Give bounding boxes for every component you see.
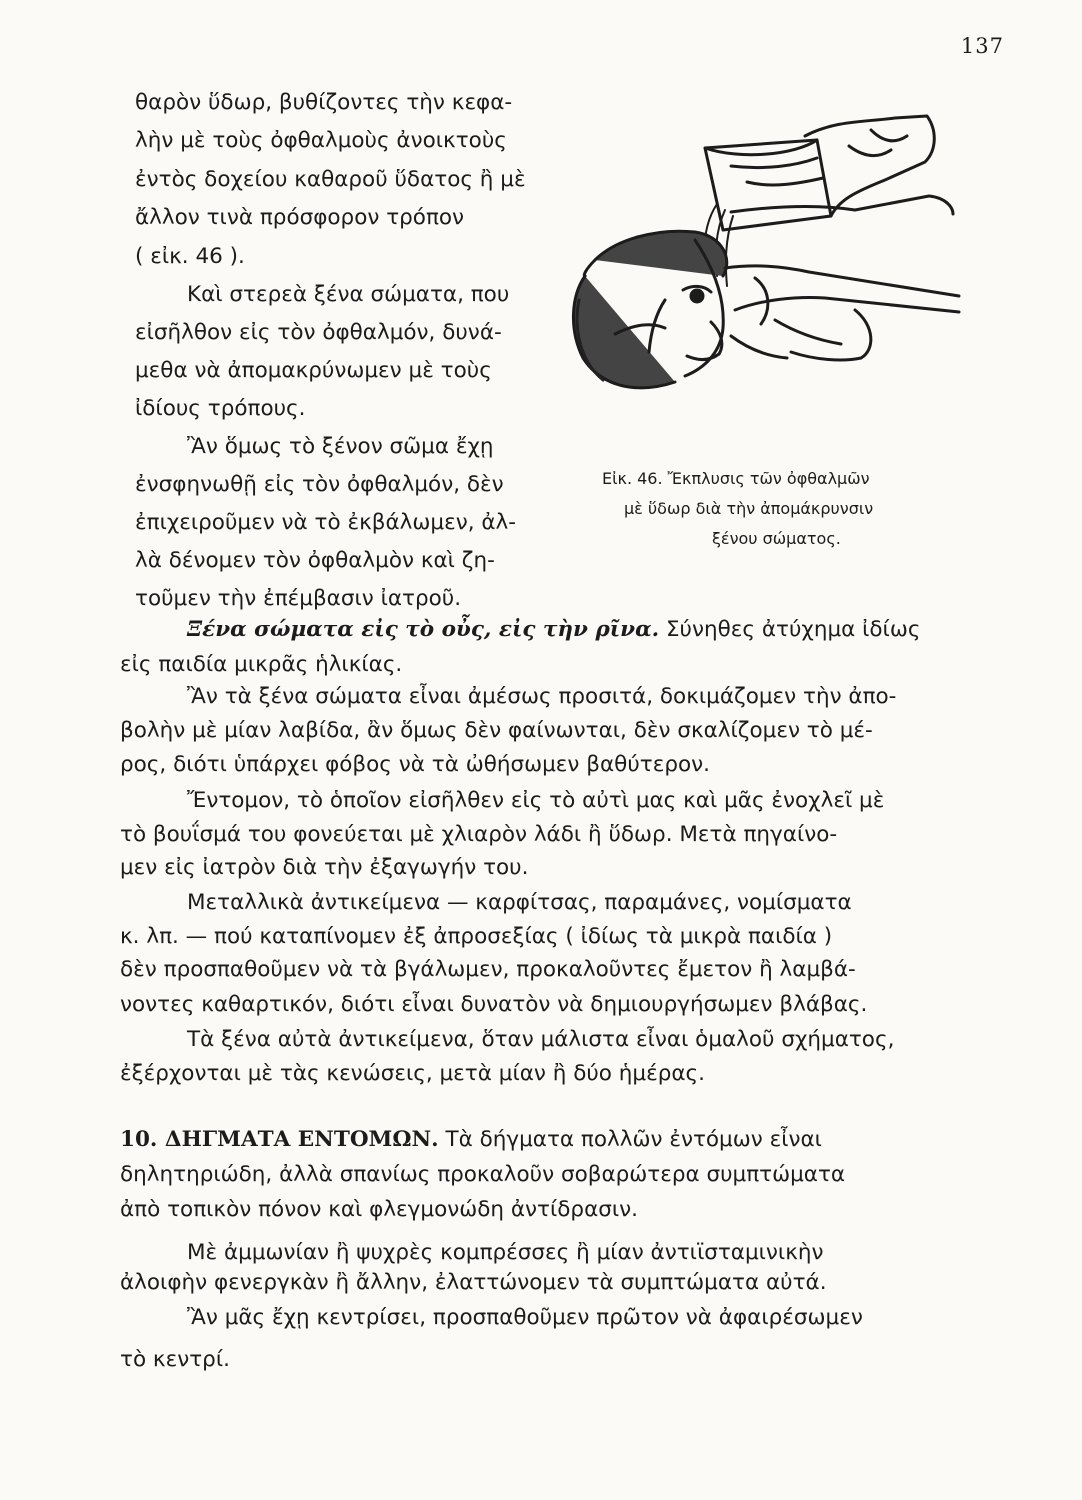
foreign-line: μεν εἰς ἰατρὸν διὰ τὴν ἐξαγωγήν του. <box>120 855 529 880</box>
eye-wash-illustration <box>555 100 975 460</box>
insects-section-heading: 10. ΔΗΓΜΑΤΑ ΕΝΤΟΜΩΝ. <box>120 1127 439 1152</box>
intro-line: ἰδίους τρόπους. <box>135 396 306 421</box>
intro-line: ἐπιχειροῦμεν νὰ τὸ ἐκβάλωμεν, ἀλ- <box>135 510 517 535</box>
foreign-line: Ἔντομον, τὸ ὁποῖον εἰσῆλθεν εἰς τὸ αὐτὶ μας καὶ μᾶς ἐνοχλεῖ μὲ <box>187 788 885 813</box>
figure-caption: μὲ ὕδωρ διὰ τὴν ἀπομάκρυνσιν <box>624 499 874 518</box>
intro-line: λὰ δένομεν τὸν ὀφθαλμὸν καὶ ζη- <box>135 548 495 573</box>
insects-section-heading-rest: Τὰ δήγματα πολλῶν ἐντόμων εἶναι <box>445 1127 822 1152</box>
intro-line: Καὶ στερεὰ ξένα σώματα, που <box>187 282 510 307</box>
page-number: 137 <box>960 34 1004 58</box>
intro-line: θαρὸν ὕδωρ, βυθίζοντες τὴν κεφα- <box>135 90 513 115</box>
foreign-line: ρος, διότι ὑπάρχει φόβος νὰ τὰ ὠθήσωμεν βαθύτερον. <box>120 752 710 777</box>
foreign-line: τὸ βουΐσμά του φονεύεται μὲ χλιαρὸν λάδι ἢ ὕδωρ. Μετὰ πηγαίνο- <box>120 822 838 847</box>
intro-line: Ἂν ὅμως τὸ ξένον σῶμα ἔχῃ <box>187 434 494 459</box>
foreign-line: εἰς παιδία μικρᾶς ἡλικίας. <box>120 652 403 677</box>
intro-line: ἐντὸς δοχείου καθαροῦ ὕδατος ἢ μὲ <box>135 167 526 192</box>
insects-line: τὸ κεντρί. <box>120 1347 230 1372</box>
insects-line: ἀπὸ τοπικὸν πόνον καὶ φλεγμονώδη ἀντίδρασιν. <box>120 1197 638 1222</box>
foreign-line: νοντες καθαρτικόν, διότι εἶναι δυνατὸν νὰ δημιουργήσωμεν βλάβας. <box>120 992 868 1017</box>
intro-line: μεθα νὰ ἀπομακρύνωμεν μὲ τοὺς <box>135 358 492 383</box>
foreign-line: κ. λπ. — πού καταπίνομεν ἐξ ἀπροσεξίας ( ἰδίως τὰ μικρὰ παιδία ) <box>120 924 833 949</box>
foreign-line: βολὴν μὲ μίαν λαβίδα, ἂν ὅμως δὲν φαίνωνται, δὲν σκαλίζομεν τὸ μέ- <box>120 718 873 743</box>
foreign-line: ἐξέρχονται μὲ τὰς κενώσεις, μετὰ μίαν ἢ δύο ἡμέρας. <box>120 1061 705 1086</box>
intro-line: ἄλλον τινὰ πρόσφορον τρόπον <box>135 205 465 230</box>
foreign-line: Ἂν τὰ ξένα σώματα εἶναι ἀμέσως προσιτά, δοκιμάζομεν τὴν ἀπο- <box>187 684 897 709</box>
intro-line: εἰσῆλθον εἰς τὸν ὀφθαλμόν, δυνά- <box>135 320 502 345</box>
figure-caption: Εἰκ. 46. Ἔκπλυσις τῶν ὀφθαλμῶν <box>602 469 870 488</box>
figure-caption: ξένου σώματος. <box>712 529 841 548</box>
intro-line: ( εἰκ. 46 ). <box>135 244 245 269</box>
insects-line: δηλητηριώδη, ἀλλὰ σπανίως προκαλοῦν σοβαρώτερα συμπτώματα <box>120 1162 846 1187</box>
insects-line: Ἂν μᾶς ἔχῃ κεντρίσει, προσπαθοῦμεν πρῶτον νὰ ἀφαιρέσωμεν <box>187 1305 863 1330</box>
foreign-line: Μεταλλικὰ ἀντικείμενα — καρφίτσας, παραμάνες, νομίσματα <box>187 890 852 915</box>
insects-line: ἀλοιφὴν φενεργκὰν ἢ ἄλλην, ἐλαττώνομεν τὰ συμπτώματα αὐτά. <box>120 1270 827 1295</box>
insects-line: Μὲ ἀμμωνίαν ἢ ψυχρὲς κομπρέσσες ἢ μίαν ἀντιϊσταμινικὴν <box>187 1240 824 1265</box>
foreign-section-heading: Ξένα σώματα εἰς τὸ οὖς, εἰς τὴν ρῖνα. <box>187 617 660 642</box>
intro-line: τοῦμεν τὴν ἐπέμβασιν ἰατροῦ. <box>135 586 462 611</box>
insects-section-heading-line <box>120 1125 822 1155</box>
intro-line: λὴν μὲ τοὺς ὀφθαλμοὺς ἀνοικτοὺς <box>135 128 507 153</box>
foreign-line: δὲν προσπαθοῦμεν νὰ τὰ βγάλωμεν, προκαλοῦντες ἔμετον ἢ λαμβά- <box>120 957 856 982</box>
intro-line: ἐνσφηνωθῇ εἰς τὸν ὀφθαλμόν, δὲν <box>135 472 504 497</box>
foreign-line: Τὰ ξένα αὐτὰ ἀντικείμενα, ὅταν μάλιστα εἶναι ὁμαλοῦ σχήματος, <box>187 1027 895 1052</box>
foreign-section-heading-rest: Σύνηθες ἀτύχημα ἰδίως <box>665 617 921 642</box>
foreign-section-heading-line <box>187 615 920 645</box>
